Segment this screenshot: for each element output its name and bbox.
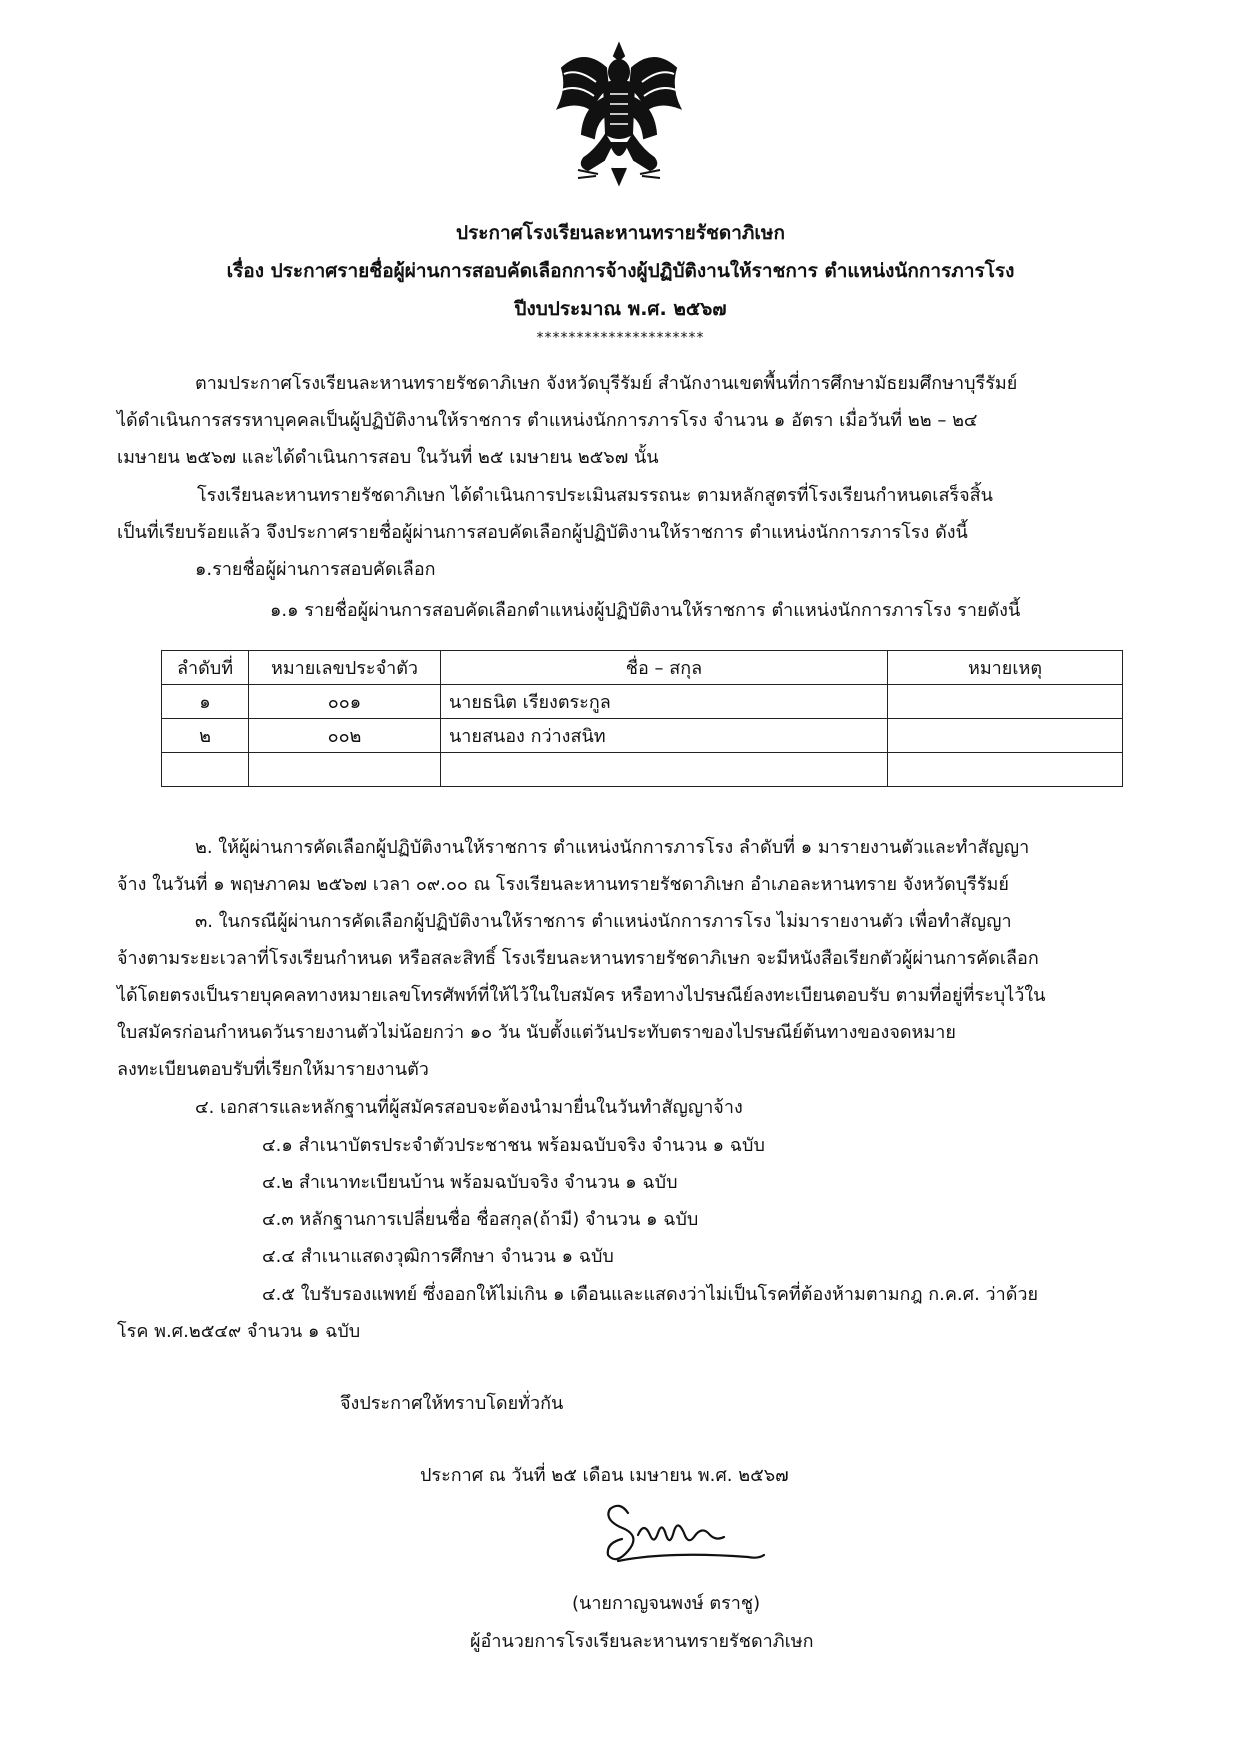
document-title: ประกาศโรงเรียนละหานทรายรัชดาภิเษก — [456, 222, 785, 244]
paragraph-1-line-3: เมษายน ๒๕๖๗ และได้ดำเนินการสอบ ในวันที่ ๒๕ เมษายน ๒๕๖๗ นั้น — [117, 447, 659, 468]
item-3-line-1: ๓. ในกรณีผู้ผ่านการคัดเลือกผู้ปฏิบัติงานให้ราชการ ตำแหน่งนักการภารโรง ไม่มารายงานตัว เพื่อทำสัญญา — [195, 911, 1012, 932]
cell-remark — [888, 719, 1123, 753]
passed-candidates-table — [161, 650, 1123, 787]
item-4-4: ๔.๔ สำเนาแสดงวุฒิการศึกษา จำนวน ๑ ฉบับ — [262, 1246, 614, 1267]
cell-remark — [888, 685, 1123, 719]
cell-id: ๐๐๑ — [249, 685, 441, 719]
document-subject: เรื่อง ประกาศรายชื่อผู้ผ่านการสอบคัดเลือกการจ้างผู้ปฏิบัติงานให้ราชการ ตำแหน่งนักการภารโรง — [226, 260, 1015, 282]
table-row — [162, 685, 1123, 719]
item-4-5-line-2: โรค พ.ศ.๒๕๔๙ จำนวน ๑ ฉบับ — [117, 1321, 361, 1342]
item-1-1-heading: ๑.๑ รายชื่อผู้ผ่านการสอบคัดเลือกตำแหน่งผู้ปฏิบัติงานให้ราชการ ตำแหน่งนักการภารโรง รายดังนี้ — [270, 600, 1021, 621]
item-4-3: ๔.๓ หลักฐานการเปลี่ยนชื่อ ชื่อสกุล(ถ้ามี) จำนวน ๑ ฉบับ — [262, 1209, 699, 1230]
table-row — [162, 719, 1123, 753]
item-3-line-4: ใบสมัครก่อนกำหนดวันรายงานตัวไม่น้อยกว่า ๑๐ วัน นับตั้งแต่วันประทับตราของไปรษณีย์ต้นทางของจดหมาย — [117, 1022, 956, 1043]
signature-image — [598, 1495, 778, 1585]
col-full-name: ชื่อ – สกุล — [441, 651, 888, 685]
signatory-position: ผู้อำนวยการโรงเรียนละหานทรายรัชดาภิเษก — [470, 1631, 814, 1652]
cell-id: ๐๐๒ — [249, 719, 441, 753]
table-row — [162, 753, 1123, 787]
item-4-heading: ๔. เอกสารและหลักฐานที่ผู้สมัครสอบจะต้องนำมายื่นในวันทำสัญญาจ้าง — [195, 1097, 743, 1118]
cell-remark — [888, 753, 1123, 787]
item-2-line-1: ๒. ให้ผู้ผ่านการคัดเลือกผู้ปฏิบัติงานให้ราชการ ตำแหน่งนักการภารโรง ลำดับที่ ๑ มารายงานตัวและทำสัญญา — [195, 837, 1030, 858]
paragraph-2-line-2: เป็นที่เรียบร้อยแล้ว จึงประกาศรายชื่อผู้ผ่านการสอบคัดเลือกผู้ปฏิบัติงานให้ราชการ ตำแหน่งนักการภารโรง ดังนี้ — [117, 522, 968, 543]
cell-name: นายสนอง กว่างสนิท — [441, 719, 888, 753]
cell-name — [441, 753, 888, 787]
separator-stars: ********************* — [536, 330, 705, 346]
cell-order: ๒ — [162, 719, 249, 753]
item-4-5-line-1: ๔.๕ ใบรับรองแพทย์ ซึ่งออกให้ไม่เกิน ๑ เดือนและแสดงว่าไม่เป็นโรคที่ต้องห้ามตามกฎ ก.ค.ศ. ว่าด้วย — [262, 1284, 1039, 1305]
item-4-1: ๔.๑ สำเนาบัตรประจำตัวประชาชน พร้อมฉบับจริง จำนวน ๑ ฉบับ — [262, 1135, 765, 1156]
cell-name: นายธนิต เรียงตระกูล — [441, 685, 888, 719]
garuda-emblem-icon — [548, 38, 690, 188]
col-order: ลำดับที่ — [162, 651, 249, 685]
item-3-line-2: จ้างตามระยะเวลาที่โรงเรียนกำหนด หรือสละสิทธิ์ โรงเรียนละหานทรายรัชดาภิเษก จะมีหนังสือเรียกตัวผู้ผ่านการคัดเลือก — [117, 948, 1039, 969]
table-header-row — [162, 651, 1123, 685]
item-3-line-3: ได้โดยตรงเป็นรายบุคคลทางหมายเลขโทรศัพท์ที่ให้ไว้ในใบสมัคร หรือทางไปรษณีย์ลงทะเบียนตอบรับ ตามที่อยู่ที่ระบุไว้ใน — [117, 985, 1046, 1006]
paragraph-1-line-1: ตามประกาศโรงเรียนละหานทรายรัชดาภิเษก จังหวัดบุรีรัมย์ สำนักงานเขตพื้นที่การศึกษามัธยมศึกษาบุรีรัมย์ — [195, 373, 1018, 394]
signatory-name: (นายกาญจนพงษ์ ตราชู) — [572, 1593, 761, 1614]
cell-id — [249, 753, 441, 787]
col-id-number: หมายเลขประจำตัว — [249, 651, 441, 685]
closing-line: จึงประกาศให้ทราบโดยทั่วกัน — [340, 1393, 564, 1414]
paragraph-2-line-1: โรงเรียนละหานทรายรัชดาภิเษก ได้ดำเนินการประเมินสมรรถนะ ตามหลักสูตรที่โรงเรียนกำหนดเสร็จสิ้น — [197, 485, 993, 506]
item-3-line-5: ลงทะเบียนตอบรับที่เรียกให้มารายงานตัว — [117, 1059, 429, 1080]
item-1-heading: ๑.รายชื่อผู้ผ่านการสอบคัดเลือก — [195, 559, 436, 580]
col-remarks: หมายเหตุ — [888, 651, 1123, 685]
announcement-date: ประกาศ ณ วันที่ ๒๕ เดือน เมษายน พ.ศ. ๒๕๖๗ — [420, 1465, 789, 1486]
cell-order — [162, 753, 249, 787]
cell-order: ๑ — [162, 685, 249, 719]
item-4-2: ๔.๒ สำเนาทะเบียนบ้าน พร้อมฉบับจริง จำนวน ๑ ฉบับ — [262, 1172, 678, 1193]
paragraph-1-line-2: ได้ดำเนินการสรรหาบุคคลเป็นผู้ปฏิบัติงานให้ราชการ ตำแหน่งนักการภารโรง จำนวน ๑ อัตรา เมื่อวันที่ ๒๒ – ๒๔ — [117, 410, 978, 431]
item-2-line-2: จ้าง ในวันที่ ๑ พฤษภาคม ๒๕๖๗ เวลา ๐๙.๐๐ ณ โรงเรียนละหานทรายรัชดาภิเษก อำเภอละหานทราย จังหวัดบุรีรัมย์ — [117, 874, 1009, 895]
fiscal-year: ปีงบประมาณ พ.ศ. ๒๕๖๗ — [514, 298, 727, 320]
